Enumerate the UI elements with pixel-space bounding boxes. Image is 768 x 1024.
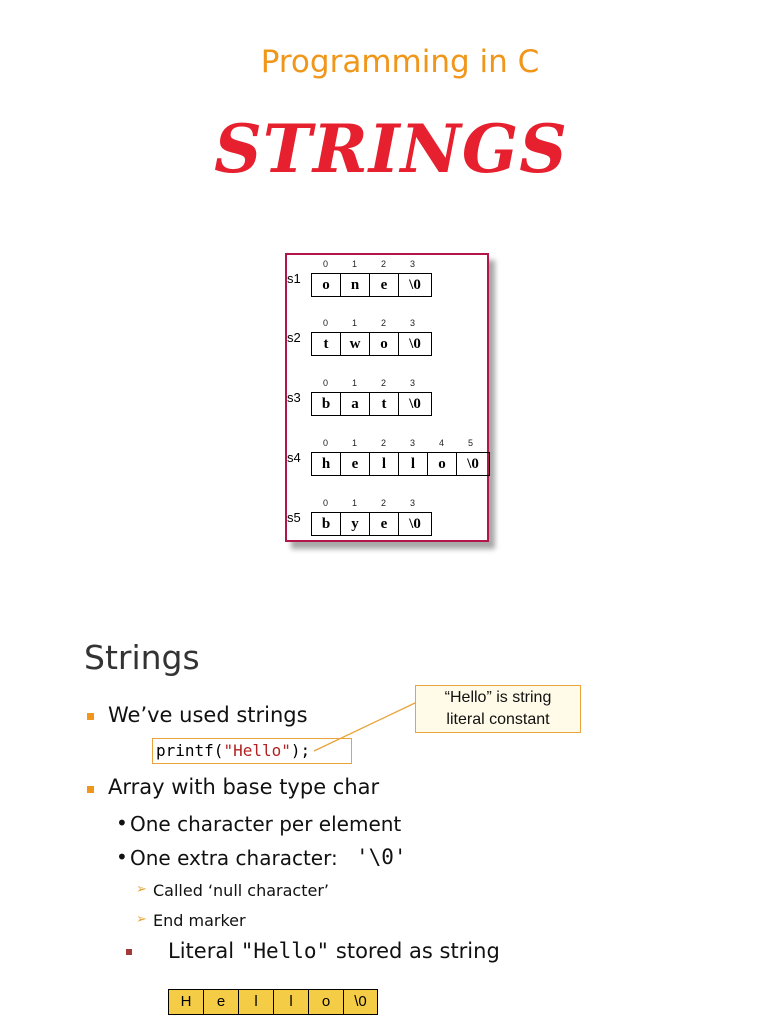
array-cell: t bbox=[312, 333, 341, 355]
index-label: 0 bbox=[322, 378, 328, 388]
bullet-square-icon bbox=[87, 713, 94, 720]
array-cell: o bbox=[428, 453, 457, 475]
array-label: s1 bbox=[287, 271, 301, 286]
code-text: ); bbox=[290, 741, 311, 760]
index-label: 3 bbox=[409, 259, 415, 269]
array-cell: \0 bbox=[409, 396, 421, 412]
char-cell: H bbox=[169, 990, 204, 1014]
arrow-bullet-icon: ➢ bbox=[136, 882, 147, 897]
bullet-square-icon bbox=[87, 786, 94, 793]
index-label: 1 bbox=[351, 438, 357, 448]
index-label: 0 bbox=[322, 259, 328, 269]
array-row-s3 bbox=[287, 378, 487, 423]
array-cell: h bbox=[312, 453, 341, 475]
array-cell: \0 bbox=[409, 277, 421, 293]
bullet-text-part: Literal bbox=[168, 939, 241, 963]
array-cell: e bbox=[370, 274, 399, 296]
callout-box bbox=[415, 685, 581, 733]
char-cell: o bbox=[309, 990, 344, 1014]
index-label: 4 bbox=[438, 438, 444, 448]
array-cell: n bbox=[341, 274, 370, 296]
strings-title: STRINGS bbox=[214, 110, 568, 188]
array-cell: \0 bbox=[467, 456, 479, 472]
array-cell: b bbox=[312, 393, 341, 415]
array-label: s5 bbox=[287, 510, 301, 525]
bullet-text-part: stored as string bbox=[329, 939, 500, 963]
index-label: 0 bbox=[322, 318, 328, 328]
bullet-text bbox=[168, 939, 500, 963]
array-cell: o bbox=[370, 333, 399, 355]
callout-line: “Hello” is string bbox=[444, 689, 552, 706]
hello-char-array bbox=[168, 989, 378, 1015]
array-cell: o bbox=[312, 274, 341, 296]
array-label: s3 bbox=[287, 390, 301, 405]
sub-bullet-text: One character per element bbox=[130, 812, 402, 836]
index-label: 3 bbox=[409, 438, 415, 448]
sub-bullet-dot-icon: • bbox=[116, 845, 128, 869]
index-label: 2 bbox=[380, 438, 386, 448]
index-label: 2 bbox=[380, 378, 386, 388]
index-label: 2 bbox=[380, 259, 386, 269]
section-heading: Strings bbox=[84, 638, 200, 677]
arrow-bullet-icon: ➢ bbox=[136, 912, 147, 927]
array-cell: w bbox=[341, 333, 370, 355]
array-row-s5 bbox=[287, 498, 487, 543]
bullet-square-icon bbox=[126, 949, 132, 955]
sub-sub-bullet-text: End marker bbox=[153, 911, 246, 930]
index-label: 3 bbox=[409, 318, 415, 328]
index-label: 3 bbox=[409, 378, 415, 388]
char-cell: l bbox=[274, 990, 309, 1014]
array-row-s1 bbox=[287, 259, 487, 304]
array-cell: e bbox=[341, 453, 370, 475]
index-label: 1 bbox=[351, 378, 357, 388]
array-cell: e bbox=[370, 513, 399, 535]
index-label: 0 bbox=[322, 498, 328, 508]
array-cell: l bbox=[399, 453, 428, 475]
index-label: 1 bbox=[351, 498, 357, 508]
array-cell: b bbox=[312, 513, 341, 535]
array-row-s2 bbox=[287, 318, 487, 363]
literal-code: "Hello" bbox=[240, 939, 330, 963]
array-label: s4 bbox=[287, 450, 301, 465]
callout-line: literal constant bbox=[446, 711, 550, 728]
index-label: 3 bbox=[409, 498, 415, 508]
index-label: 1 bbox=[351, 259, 357, 269]
bullet-text: Array with base type char bbox=[108, 775, 380, 799]
index-label: 1 bbox=[351, 318, 357, 328]
sub-bullet-dot-icon: • bbox=[116, 811, 128, 835]
sub-sub-bullet-text: Called ‘null character’ bbox=[153, 881, 329, 900]
array-cell: \0 bbox=[409, 336, 421, 352]
index-label: 5 bbox=[467, 438, 473, 448]
sub-bullet-text: One extra character: bbox=[130, 846, 338, 870]
char-cell: l bbox=[239, 990, 274, 1014]
code-text: printf( bbox=[156, 741, 224, 760]
array-cell: a bbox=[341, 393, 370, 415]
array-cell: l bbox=[370, 453, 399, 475]
null-char-code: '\0' bbox=[356, 845, 407, 869]
slide-title: Programming in C bbox=[260, 44, 540, 80]
code-string: "Hello" bbox=[223, 741, 291, 760]
index-label: 2 bbox=[380, 498, 386, 508]
code-snippet bbox=[152, 738, 352, 764]
array-cell: y bbox=[341, 513, 370, 535]
array-cell: t bbox=[370, 393, 399, 415]
char-cell: \0 bbox=[354, 993, 367, 1010]
char-cell: e bbox=[204, 990, 239, 1014]
bullet-text: We’ve used strings bbox=[108, 703, 308, 727]
index-label: 2 bbox=[380, 318, 386, 328]
array-row-s4 bbox=[287, 438, 487, 483]
string-arrays-figure bbox=[285, 253, 489, 542]
array-label: s2 bbox=[287, 330, 301, 345]
index-label: 0 bbox=[322, 438, 328, 448]
array-cell: \0 bbox=[409, 516, 421, 532]
